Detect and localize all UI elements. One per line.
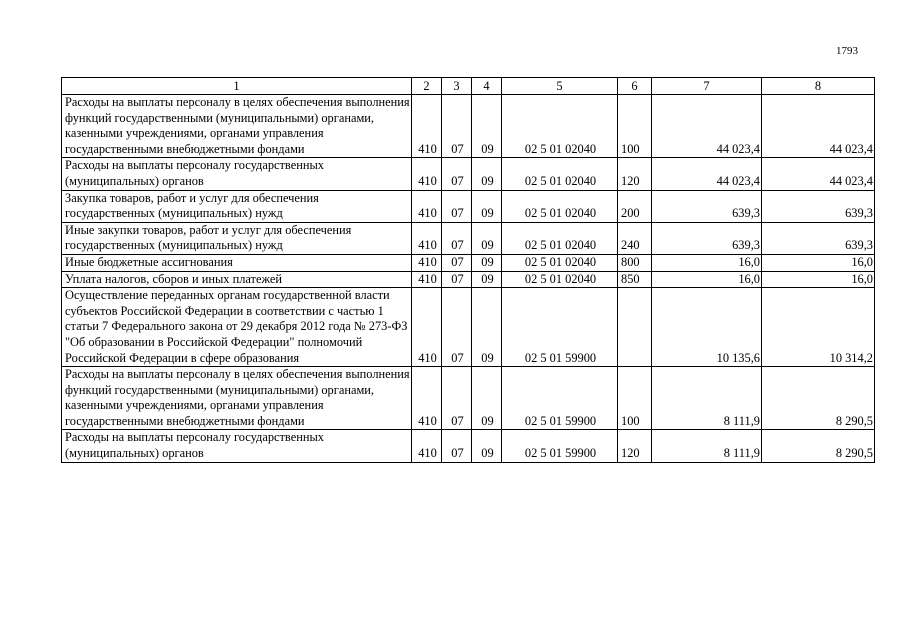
table-row [62, 190, 875, 222]
ministry-code: 410 [412, 222, 442, 254]
target-article-code: 02 5 01 59900 [502, 430, 618, 462]
amount-year-2: 16,0 [762, 271, 875, 288]
ministry-code: 410 [412, 190, 442, 222]
expense-name: Расходы на выплаты персоналу государственных (муниципальных) органов [62, 158, 412, 190]
amount-year-1: 16,0 [652, 271, 762, 288]
section-code: 07 [442, 190, 472, 222]
expense-name: Иные бюджетные ассигнования [62, 254, 412, 271]
amount-year-2: 8 290,5 [762, 430, 875, 462]
amount-year-1: 44 023,4 [652, 95, 762, 158]
expense-type-code: 200 [618, 190, 652, 222]
expense-type-code: 850 [618, 271, 652, 288]
amount-year-2: 10 314,2 [762, 288, 875, 367]
expense-name: Осуществление переданных органам государственной власти субъектов Российской Федерации в соответствии с частью 1 статьи 7 Федерального закона от 29 декабря 2012 года № 273-ФЗ "Об образовании в Российской Федерации" полномочий Российской Федерации в сфере образования [62, 288, 412, 367]
ministry-code: 410 [412, 430, 442, 462]
column-header: 6 [618, 78, 652, 95]
page-number: 1793 [836, 45, 858, 57]
amount-year-1: 44 023,4 [652, 158, 762, 190]
ministry-code: 410 [412, 254, 442, 271]
subsection-code: 09 [472, 222, 502, 254]
section-code: 07 [442, 158, 472, 190]
table-row [62, 271, 875, 288]
subsection-code: 09 [472, 95, 502, 158]
column-header: 4 [472, 78, 502, 95]
target-article-code: 02 5 01 02040 [502, 158, 618, 190]
expense-type-code: 120 [618, 430, 652, 462]
ministry-code: 410 [412, 95, 442, 158]
expense-name: Расходы на выплаты персоналу в целях обеспечения выполнения функций государственными (муниципальными) органами, казенными учреждениями, органами управления государственными внебюджетными фондами [62, 95, 412, 158]
target-article-code: 02 5 01 02040 [502, 254, 618, 271]
expense-type-code: 120 [618, 158, 652, 190]
amount-year-1: 639,3 [652, 222, 762, 254]
target-article-code: 02 5 01 02040 [502, 95, 618, 158]
target-article-code: 02 5 01 59900 [502, 288, 618, 367]
expense-name: Расходы на выплаты персоналу в целях обеспечения выполнения функций государственными (муниципальными) органами, казенными учреждениями, органами управления государственными внебюджетными фондами [62, 367, 412, 430]
amount-year-1: 639,3 [652, 190, 762, 222]
budget-table [61, 77, 875, 463]
amount-year-1: 8 111,9 [652, 430, 762, 462]
amount-year-2: 44 023,4 [762, 95, 875, 158]
column-header: 7 [652, 78, 762, 95]
table-header-row [62, 78, 875, 95]
amount-year-2: 639,3 [762, 222, 875, 254]
subsection-code: 09 [472, 430, 502, 462]
section-code: 07 [442, 271, 472, 288]
target-article-code: 02 5 01 02040 [502, 190, 618, 222]
column-header: 1 [62, 78, 412, 95]
ministry-code: 410 [412, 288, 442, 367]
amount-year-2: 639,3 [762, 190, 875, 222]
subsection-code: 09 [472, 158, 502, 190]
expense-type-code: 100 [618, 95, 652, 158]
expense-name: Расходы на выплаты персоналу государственных (муниципальных) органов [62, 430, 412, 462]
target-article-code: 02 5 01 02040 [502, 222, 618, 254]
table-row [62, 222, 875, 254]
amount-year-2: 8 290,5 [762, 367, 875, 430]
expense-name: Закупка товаров, работ и услуг для обеспечения государственных (муниципальных) нужд [62, 190, 412, 222]
amount-year-1: 16,0 [652, 254, 762, 271]
section-code: 07 [442, 222, 472, 254]
amount-year-1: 8 111,9 [652, 367, 762, 430]
expense-name: Иные закупки товаров, работ и услуг для обеспечения государственных (муниципальных) нужд [62, 222, 412, 254]
subsection-code: 09 [472, 367, 502, 430]
expense-type-code [618, 288, 652, 367]
ministry-code: 410 [412, 271, 442, 288]
subsection-code: 09 [472, 271, 502, 288]
target-article-code: 02 5 01 02040 [502, 271, 618, 288]
column-header: 8 [762, 78, 875, 95]
table-row [62, 430, 875, 462]
amount-year-2: 16,0 [762, 254, 875, 271]
table-row [62, 367, 875, 430]
expense-type-code: 800 [618, 254, 652, 271]
section-code: 07 [442, 95, 472, 158]
column-header: 2 [412, 78, 442, 95]
column-header: 5 [502, 78, 618, 95]
table-row [62, 95, 875, 158]
subsection-code: 09 [472, 190, 502, 222]
amount-year-2: 44 023,4 [762, 158, 875, 190]
column-header: 3 [442, 78, 472, 95]
ministry-code: 410 [412, 158, 442, 190]
table-row [62, 158, 875, 190]
amount-year-1: 10 135,6 [652, 288, 762, 367]
section-code: 07 [442, 367, 472, 430]
expense-type-code: 100 [618, 367, 652, 430]
section-code: 07 [442, 430, 472, 462]
section-code: 07 [442, 254, 472, 271]
subsection-code: 09 [472, 254, 502, 271]
section-code: 07 [442, 288, 472, 367]
table-row [62, 254, 875, 271]
expense-type-code: 240 [618, 222, 652, 254]
table-row [62, 288, 875, 367]
expense-name: Уплата налогов, сборов и иных платежей [62, 271, 412, 288]
target-article-code: 02 5 01 59900 [502, 367, 618, 430]
ministry-code: 410 [412, 367, 442, 430]
subsection-code: 09 [472, 288, 502, 367]
